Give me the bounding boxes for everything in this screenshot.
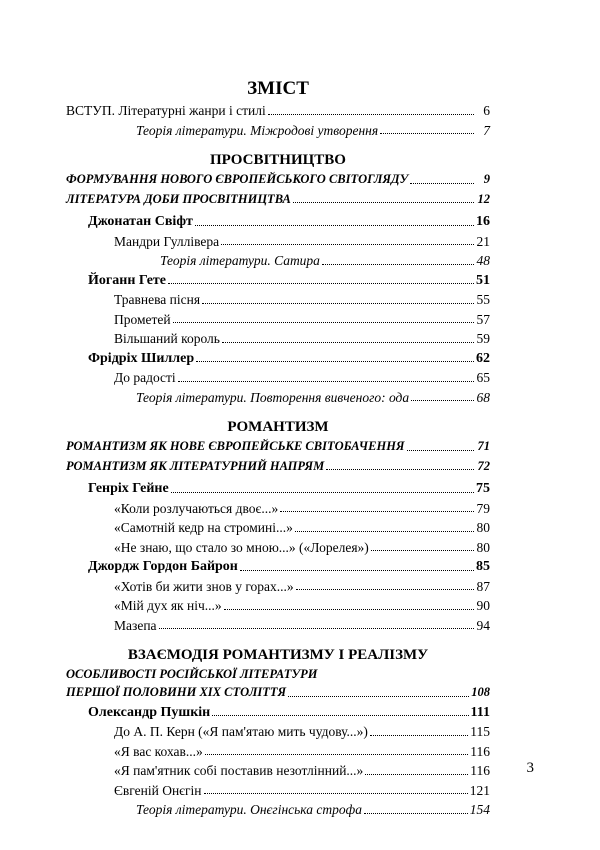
- toc-entry: Вільшаний король 59: [114, 331, 490, 346]
- toc-entry: РОМАНТИЗМ ЯК ЛІТЕРАТУРНИЙ НАПРЯМ 72: [66, 458, 490, 473]
- toc-entry: Теорія літератури. Онєгінська строфа 154: [136, 802, 490, 817]
- table-of-contents: [66, 78, 490, 821]
- section-heading: РОМАНТИЗМ: [227, 419, 329, 435]
- toc-entry: ПЕРШОЇ ПОЛОВИНИ XIX СТОЛІТТЯ 108: [66, 685, 490, 699]
- toc-entry: Йоганн Гете 51: [88, 272, 490, 288]
- toc-entry: «Хотів би жити знов у горах...» 87: [114, 578, 490, 594]
- toc-entry: «Не знаю, що стало зо мною...» («Лорелея») 80: [114, 539, 490, 555]
- toc-entry: Теорія літератури. Повторення вивченого: ода 68: [136, 389, 490, 405]
- toc-entry-heading-line: ОСОБЛИВОСТІ РОСІЙСЬКОЇ ЛІТЕРАТУРИ: [66, 667, 318, 681]
- toc-entry: «Я пам'ятник собі поставив незотлінний...» 116: [114, 763, 490, 778]
- toc-entry: ЛІТЕРАТУРА ДОБИ ПРОСВІТНИЦТВА 12: [66, 191, 490, 206]
- page-number: 3: [526, 760, 534, 776]
- toc-entry: До А. П. Керн («Я пам'ятаю мить чудову...») 115: [114, 724, 490, 739]
- toc-entry: Травнева пісня 55: [114, 292, 490, 307]
- toc-entry: РОМАНТИЗМ ЯК НОВЕ ЄВРОПЕЙСЬКЕ СВІТОБАЧЕННЯ 71: [66, 439, 490, 453]
- toc-entry: ФОРМУВАННЯ НОВОГО ЄВРОПЕЙСЬКОГО СВІТОГЛЯДУ 9: [66, 172, 490, 186]
- toc-entry: Джордж Гордон Байрон 85: [88, 559, 490, 574]
- toc-entry: Джонатан Свіфт 16: [88, 214, 490, 229]
- toc-entry: Генріх Гейне 75: [88, 481, 490, 496]
- toc-title: ЗМІСТ: [247, 78, 309, 99]
- toc-entry: Теорія літератури. Міжродові утворення 7: [136, 122, 490, 138]
- toc-entry: «Мій дух як ніч...» 90: [114, 598, 490, 613]
- toc-entry: Мандри Гуллівера 21: [114, 233, 490, 249]
- toc-entry: Прометей 57: [114, 311, 490, 327]
- section-heading: ВЗАЄМОДІЯ РОМАНТИЗМУ І РЕАЛІЗМУ: [127, 647, 429, 663]
- section-heading: ПРОСВІТНИЦТВО: [210, 152, 346, 168]
- toc-entry: Фрідріх Шиллер 62: [88, 350, 490, 366]
- toc-entry: До радості 65: [114, 370, 490, 385]
- toc-entry: «Коли розлучаються двоє...» 79: [114, 500, 490, 516]
- toc-entry: «Я вас кохав...» 116: [114, 743, 490, 759]
- toc-entry: Теорія літератури. Сатира 48: [160, 253, 490, 268]
- toc-entry: «Самотній кедр на стромині...» 80: [114, 520, 490, 535]
- toc-entry: Євгеній Онєгін 121: [114, 782, 490, 798]
- toc-entry: Мазепа 94: [114, 617, 490, 633]
- toc-entry: Олександр Пушкін 111: [88, 704, 490, 720]
- toc-entry: ВСТУП. Літературні жанри і стилі 6: [66, 103, 490, 118]
